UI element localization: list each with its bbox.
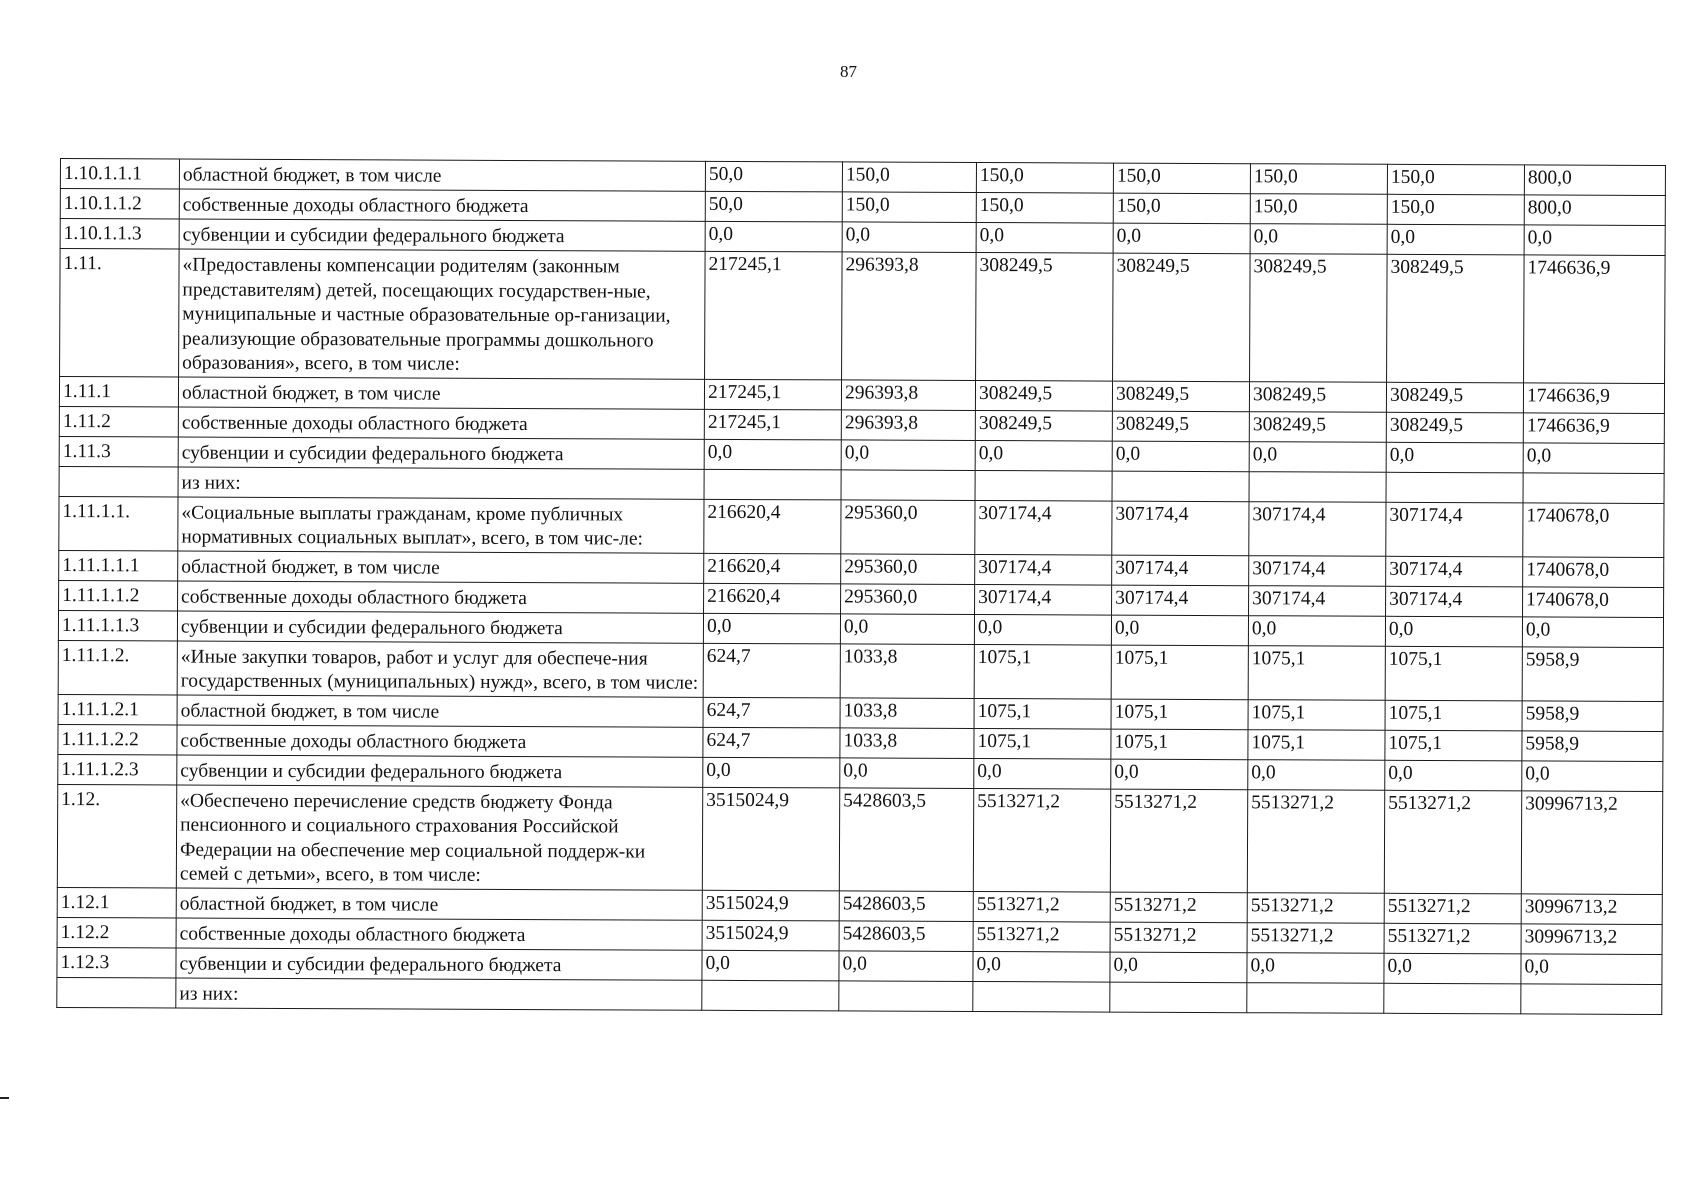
row-value-col-7: 800,0 <box>1524 165 1665 196</box>
table-body <box>57 159 1666 1014</box>
row-value-col-6: 308249,5 <box>1386 412 1523 443</box>
row-value-col-6: 0,0 <box>1385 760 1522 791</box>
row-value-col-3: 307174,4 <box>975 500 1112 555</box>
row-value-col-1: 0,0 <box>702 950 839 981</box>
row-value-col-5: 1075,1 <box>1248 699 1385 730</box>
row-value-col-6: 308249,5 <box>1386 382 1523 413</box>
row-value-col-3: 5513271,2 <box>973 921 1110 952</box>
row-code: 1.10.1.1.3 <box>60 219 179 250</box>
row-value-col-2: 1033,8 <box>840 697 974 728</box>
row-value-col-6: 0,0 <box>1384 953 1521 984</box>
row-value-col-4 <box>1110 982 1247 1013</box>
row-value-col-3 <box>975 470 1112 501</box>
row-code: 1.11.1.2.1 <box>58 694 177 725</box>
row-value-col-1: 216620,4 <box>704 583 841 614</box>
row-value-col-6: 0,0 <box>1387 224 1524 255</box>
row-value-col-4: 5513271,2 <box>1110 922 1247 953</box>
row-value-col-5: 0,0 <box>1248 759 1385 790</box>
row-value-col-2: 296393,8 <box>842 252 977 380</box>
row-value-col-7: 0,0 <box>1522 616 1663 647</box>
row-value-col-1: 3515024,9 <box>702 920 839 951</box>
row-value-col-5: 150,0 <box>1250 164 1387 195</box>
row-value-col-4: 0,0 <box>1113 223 1250 254</box>
row-value-col-4: 308249,5 <box>1113 253 1251 381</box>
row-value-col-1: 624,7 <box>703 697 840 728</box>
row-code: 1.12.3 <box>57 947 176 978</box>
row-value-col-1: 217245,1 <box>704 379 841 410</box>
row-code: 1.12. <box>57 784 176 888</box>
row-value-col-2: 0,0 <box>840 613 974 644</box>
row-description: областной бюджет, в том числе <box>178 551 704 583</box>
row-value-col-7: 1740678,0 <box>1523 586 1664 617</box>
row-code: 1.12.1 <box>57 887 176 918</box>
row-value-col-5: 5513271,2 <box>1247 922 1384 953</box>
row-description: собственные доходы областного бюджета <box>179 189 705 221</box>
row-description: собственные доходы областного бюджета <box>177 725 703 757</box>
row-value-col-7: 30996713,2 <box>1521 790 1662 894</box>
row-value-col-2: 5428603,5 <box>839 787 973 891</box>
row-value-col-7: 1746636,9 <box>1524 255 1666 383</box>
row-description: субвенции и субсидии федерального бюджета <box>177 755 703 787</box>
row-value-col-1: 624,7 <box>703 727 840 758</box>
row-value-col-2: 150,0 <box>842 162 976 193</box>
row-value-col-1: 0,0 <box>704 439 841 470</box>
row-value-col-2: 296393,8 <box>841 409 975 440</box>
row-value-col-7: 0,0 <box>1523 442 1664 473</box>
row-value-col-3: 308249,5 <box>976 252 1114 380</box>
row-value-col-1: 217245,1 <box>704 409 841 440</box>
row-value-col-6: 0,0 <box>1385 616 1522 647</box>
row-value-col-2: 1033,8 <box>840 727 974 758</box>
row-value-col-6: 1075,1 <box>1385 730 1522 761</box>
row-description: субвенции и субсидии федерального бюджета <box>178 437 704 469</box>
row-code: 1.11.1 <box>59 376 178 407</box>
row-description: из них: <box>176 978 702 1010</box>
row-value-col-2: 296393,8 <box>841 379 975 410</box>
row-value-col-4: 0,0 <box>1112 441 1249 472</box>
row-value-col-6: 0,0 <box>1386 442 1523 473</box>
row-value-col-5: 308249,5 <box>1249 411 1386 442</box>
row-value-col-4: 5513271,2 <box>1110 892 1247 923</box>
row-value-col-4: 0,0 <box>1110 952 1247 983</box>
row-value-col-3: 150,0 <box>976 162 1113 193</box>
row-code: 1.11.2 <box>59 406 178 437</box>
row-value-col-4: 150,0 <box>1113 163 1250 194</box>
page-number: 87 <box>840 62 857 81</box>
row-value-col-2 <box>841 469 975 500</box>
row-value-col-5: 308249,5 <box>1250 254 1388 382</box>
row-value-col-2: 150,0 <box>842 192 976 223</box>
row-value-col-2: 5428603,5 <box>839 890 973 921</box>
budget-table-container <box>56 158 1665 1014</box>
row-value-col-7: 1746636,9 <box>1523 382 1664 413</box>
row-value-col-3: 307174,4 <box>975 554 1112 585</box>
row-value-col-6: 150,0 <box>1387 164 1524 195</box>
row-description: из них: <box>178 467 704 499</box>
row-value-col-6: 5513271,2 <box>1384 790 1521 894</box>
row-description: собственные доходы областного бюджета <box>178 581 704 613</box>
row-value-col-5: 308249,5 <box>1249 381 1386 412</box>
row-value-col-5 <box>1249 471 1386 502</box>
row-value-col-3: 5513271,2 <box>973 788 1110 892</box>
row-value-col-7: 800,0 <box>1524 195 1665 226</box>
row-value-col-5: 307174,4 <box>1249 585 1386 616</box>
row-code: 1.11.1.1.3 <box>58 610 177 641</box>
row-value-col-2: 0,0 <box>841 439 975 470</box>
row-value-col-4: 307174,4 <box>1112 555 1249 586</box>
row-value-col-1: 50,0 <box>705 191 842 222</box>
row-value-col-1: 217245,1 <box>705 251 843 379</box>
row-value-col-4: 307174,4 <box>1112 501 1249 556</box>
row-value-col-3: 1075,1 <box>974 698 1111 729</box>
row-value-col-5: 307174,4 <box>1249 501 1386 556</box>
table-row <box>57 784 1662 894</box>
row-value-col-6: 1075,1 <box>1385 700 1522 731</box>
row-value-col-7: 0,0 <box>1521 953 1662 984</box>
row-value-col-1: 624,7 <box>703 643 840 698</box>
row-value-col-5: 5513271,2 <box>1247 892 1384 923</box>
row-value-col-4: 150,0 <box>1113 193 1250 224</box>
row-value-col-4: 0,0 <box>1111 615 1248 646</box>
table-row <box>57 977 1662 1014</box>
row-value-col-3: 0,0 <box>974 614 1111 645</box>
row-value-col-3: 0,0 <box>975 440 1112 471</box>
row-value-col-3: 5513271,2 <box>973 891 1110 922</box>
row-code: 1.11.3 <box>59 436 178 467</box>
row-description: собственные доходы областного бюджета <box>176 918 702 950</box>
row-value-col-1: 3515024,9 <box>702 890 839 921</box>
row-value-col-2: 1033,8 <box>840 643 974 698</box>
row-value-col-1: 50,0 <box>705 161 842 192</box>
row-description: областной бюджет, в том числе <box>178 377 704 409</box>
row-value-col-7: 30996713,2 <box>1521 893 1662 924</box>
table-row <box>58 640 1663 701</box>
row-value-col-4: 307174,4 <box>1112 585 1249 616</box>
row-value-col-4: 1075,1 <box>1111 699 1248 730</box>
row-description: собственные доходы областного бюджета <box>178 407 704 439</box>
row-value-col-7: 0,0 <box>1524 225 1665 256</box>
row-value-col-4: 0,0 <box>1111 759 1248 790</box>
row-value-col-6: 150,0 <box>1387 194 1524 225</box>
row-value-col-2: 0,0 <box>839 950 973 981</box>
row-code: 1.11.1.2.2 <box>58 724 177 755</box>
row-value-col-5: 150,0 <box>1250 194 1387 225</box>
row-value-col-7: 30996713,2 <box>1521 923 1662 954</box>
row-value-col-3: 1075,1 <box>974 728 1111 759</box>
row-value-col-1: 0,0 <box>703 613 840 644</box>
row-value-col-5: 0,0 <box>1249 441 1386 472</box>
row-code: 1.12.2 <box>57 917 176 948</box>
row-value-col-5: 5513271,2 <box>1247 789 1384 893</box>
row-value-col-3: 308249,5 <box>975 380 1112 411</box>
row-value-col-2: 0,0 <box>842 222 976 253</box>
row-value-col-2 <box>839 980 973 1011</box>
row-code: 1.11.1.1. <box>59 496 178 551</box>
row-value-col-2: 295360,0 <box>841 499 975 554</box>
row-code: 1.10.1.1.2 <box>60 189 179 220</box>
row-value-col-6: 307174,4 <box>1386 556 1523 587</box>
row-value-col-6: 1075,1 <box>1385 646 1522 701</box>
row-value-col-7: 0,0 <box>1522 760 1663 791</box>
row-value-col-5: 1075,1 <box>1248 729 1385 760</box>
row-value-col-3: 307174,4 <box>975 584 1112 615</box>
row-description: «Социальные выплаты гражданам, кроме публичных нормативных социальных выплат», всего, в том чис-ле: <box>178 497 704 553</box>
row-value-col-3: 0,0 <box>974 758 1111 789</box>
row-value-col-4: 308249,5 <box>1112 381 1249 412</box>
row-code <box>59 466 178 497</box>
row-description: областной бюджет, в том числе <box>176 888 702 920</box>
row-description: «Обеспечено перечисление средств бюджету Фонда пенсионного и социального страхования Российской Федерации на обеспечение мер социальной поддерж-ки семей с детьми», всего, в том числе: <box>176 785 702 890</box>
row-value-col-6 <box>1386 472 1523 503</box>
row-value-col-1: 0,0 <box>703 757 840 788</box>
row-value-col-6: 308249,5 <box>1387 254 1525 382</box>
row-value-col-1: 3515024,9 <box>702 787 839 891</box>
row-value-col-7 <box>1523 472 1664 503</box>
row-value-col-1: 216620,4 <box>704 553 841 584</box>
table-row <box>60 249 1666 384</box>
row-value-col-3: 0,0 <box>976 222 1113 253</box>
row-code <box>57 977 176 1008</box>
row-value-col-4 <box>1112 471 1249 502</box>
row-code: 1.11. <box>60 249 180 377</box>
row-description: субвенции и субсидии федерального бюджета <box>179 219 705 251</box>
row-value-col-3: 150,0 <box>976 192 1113 223</box>
row-value-col-1: 216620,4 <box>704 499 841 554</box>
row-value-col-2: 295360,0 <box>841 553 975 584</box>
row-value-col-7: 5958,9 <box>1522 700 1663 731</box>
row-value-col-5: 0,0 <box>1250 224 1387 255</box>
row-value-col-7: 1740678,0 <box>1523 502 1664 557</box>
row-value-col-3: 0,0 <box>973 951 1110 982</box>
row-code: 1.11.1.2.3 <box>58 754 177 785</box>
row-description: субвенции и субсидии федерального бюджета <box>176 948 702 980</box>
row-value-col-5: 0,0 <box>1247 952 1384 983</box>
row-value-col-1 <box>702 980 839 1011</box>
row-value-col-7: 5958,9 <box>1522 646 1663 701</box>
row-value-col-2: 0,0 <box>840 757 974 788</box>
row-value-col-5 <box>1247 982 1384 1013</box>
row-value-col-7: 1746636,9 <box>1523 412 1664 443</box>
row-code: 1.11.1.1.2 <box>59 580 178 611</box>
row-value-col-4: 1075,1 <box>1111 645 1248 700</box>
row-value-col-3 <box>973 981 1110 1012</box>
row-value-col-6: 5513271,2 <box>1384 923 1521 954</box>
row-value-col-5: 307174,4 <box>1249 555 1386 586</box>
row-value-col-3: 308249,5 <box>975 410 1112 441</box>
row-description: субвенции и субсидии федерального бюджета <box>177 611 703 643</box>
row-value-col-2: 5428603,5 <box>839 920 973 951</box>
row-value-col-2: 295360,0 <box>841 583 975 614</box>
row-description: «Иные закупки товаров, работ и услуг для обеспече-ния государственных (муниципальных) нужд», всего, в том числе: <box>177 641 703 697</box>
budget-table <box>56 158 1666 1014</box>
row-value-col-5: 1075,1 <box>1248 645 1385 700</box>
row-description: областной бюджет, в том числе <box>179 159 705 191</box>
row-value-col-1 <box>704 469 841 500</box>
row-value-col-4: 5513271,2 <box>1110 789 1247 893</box>
row-value-col-6: 5513271,2 <box>1384 893 1521 924</box>
row-value-col-5: 0,0 <box>1248 615 1385 646</box>
row-value-col-3: 1075,1 <box>974 644 1111 699</box>
row-value-col-6 <box>1384 983 1521 1014</box>
row-description: областной бюджет, в том числе <box>177 695 703 727</box>
row-description: «Предоставлены компенсации родителям (законным представителям) детей, посещающих государствен-ные, муниципальные и частные образовательные ор-ганизации, реализующие образовательные программы дошкольного образования», всего, в том числе: <box>179 249 706 379</box>
row-code: 1.11.1.2. <box>58 640 177 695</box>
row-value-col-4: 308249,5 <box>1112 411 1249 442</box>
row-code: 1.11.1.1.1 <box>59 550 178 581</box>
row-value-col-7 <box>1521 983 1662 1014</box>
row-value-col-6: 307174,4 <box>1386 502 1523 557</box>
row-value-col-7: 1740678,0 <box>1523 556 1664 587</box>
row-value-col-1: 0,0 <box>705 221 842 252</box>
margin-tick-mark <box>0 1097 9 1099</box>
row-value-col-4: 1075,1 <box>1111 729 1248 760</box>
table-row <box>59 496 1664 557</box>
row-code: 1.10.1.1.1 <box>60 159 179 190</box>
row-value-col-6: 307174,4 <box>1386 586 1523 617</box>
row-value-col-7: 5958,9 <box>1522 730 1663 761</box>
